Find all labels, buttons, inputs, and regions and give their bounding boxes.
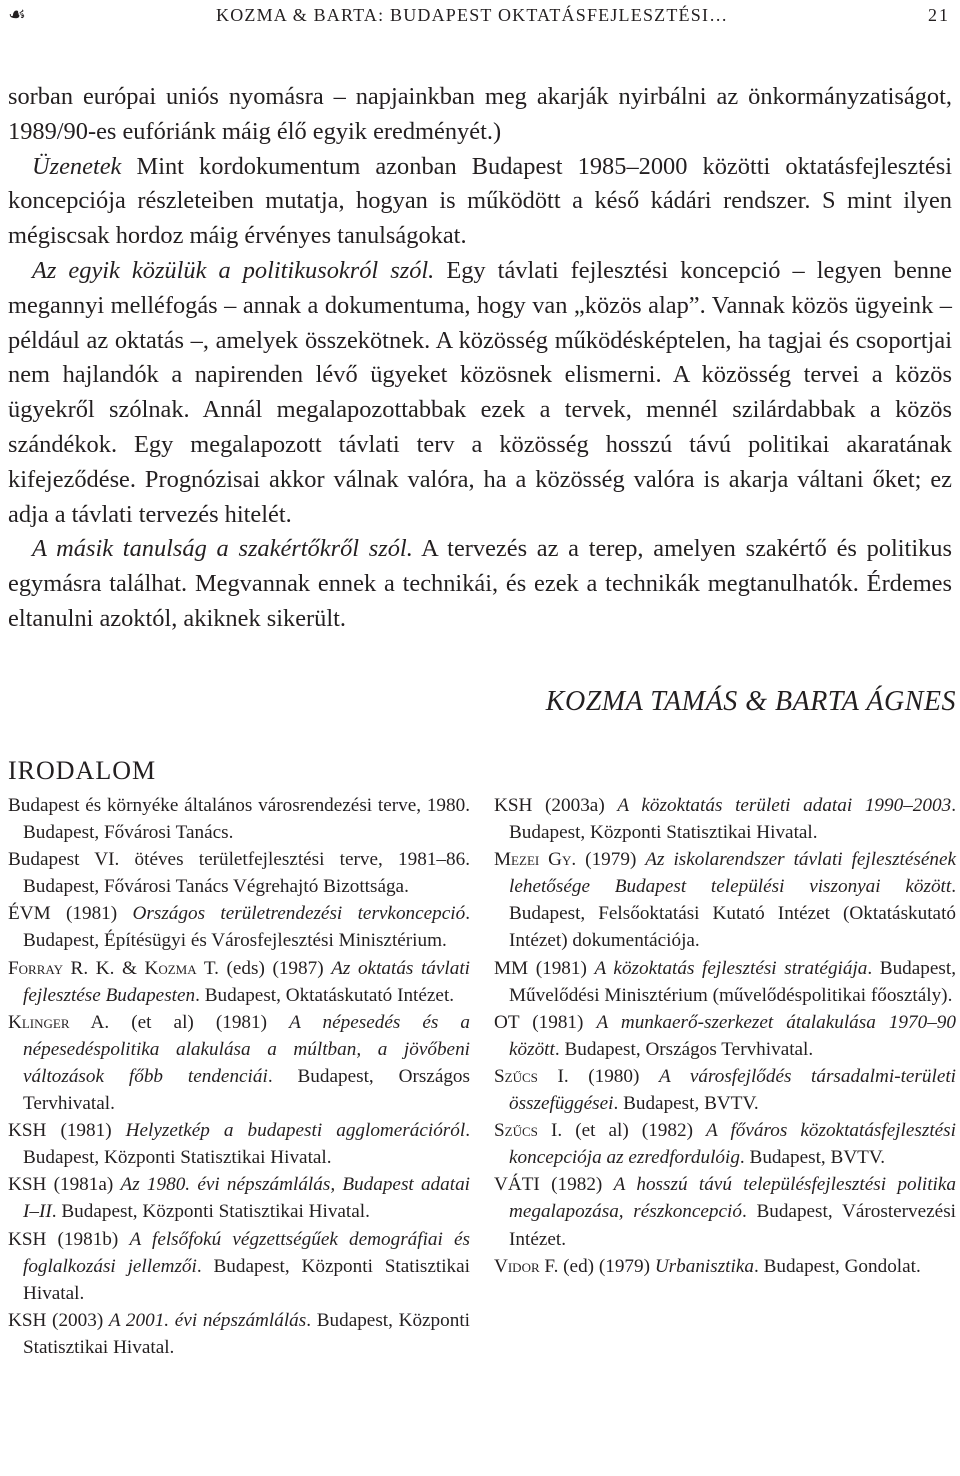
reference-item: Vidor F. (ed) (1979) Urbanisztika. Budapest, Gondolat. <box>494 1255 921 1277</box>
reference-item: ÉVM (1981) Országos területrendezési tervkoncepció. Budapest, Építésügyi és Városfejlesztési Minisztérium. <box>8 903 471 952</box>
paragraph-3: Az egyik közülük a politikusokról szól. Egy távlati fejlesztési koncepció – legyen benne megannyi melléfogás – annak a dokumentuma, hogy van „közös alap”. Vannak közös ügyeink – például az oktatás –, amelyek összekötnek. A közösség működésképtelen, ha tagjai és csoportjai nem hajlandók a napirenden lévő ügyeket közösnek elismerni. A közösség tervei a közös ügyekről szólnak. Annál megalapozottabbak ezek a tervek, mennél szilárdabbak a közös szándékok. Egy megalapozott távlati terv a közösség hosszú távú politikai akaratának kifejeződése. Prognózisai akkor válnak valóra, ha a közösség valóra is akarja váltani őket; ez adja a távlati tervezés hitelét. <box>8 256 953 528</box>
reference-item: KSH (1981) Helyzetkép a budapesti agglomerációról. Budapest, Központi Statisztikai Hivatal. <box>8 1120 470 1169</box>
reference-item: KSH (1981b) A felsőfokú végzettségűek demográfiai és foglalkozási jellemzői. Budapest, Központi Statisztikai Hivatal. <box>8 1228 470 1304</box>
body-text <box>8 80 952 637</box>
reference-item: VÁTI (1982) A hosszú távú településfejlesztési politika megalapozása, részkoncepció. Budapest, Várostervezési Intézet. <box>494 1174 957 1250</box>
page-number: 21 <box>928 5 950 25</box>
author-signature: KOZMA TAMÁS & BARTA ÁGNES <box>545 686 956 717</box>
reference-item: Mezei Gy. (1979) Az iskolarendszer távlati fejlesztésének lehetősége Budapest települési viszonyai között. Budapest, Felsőoktatási Kutató Intézet (Oktatáskutató Intézet) dokumentációja. <box>494 849 957 952</box>
running-header <box>8 0 952 36</box>
paragraph-2: Üzenetek Mint kordokumentum azonban Budapest 1985–2000 közötti oktatásfejlesztési koncepciója részleteiben mutatja, hogyan is működött a késő kádári rendszer. S mint ilyen mégiscsak hordoz máig érvényes tanulságokat. <box>8 152 952 250</box>
reference-item: KSH (2003a) A közoktatás területi adatai 1990–2003. Budapest, Központi Statisztikai Hivatal. <box>494 795 956 844</box>
paragraph-1: sorban európai uniós nyomásra – napjainkban meg akarják nyirbálni az önkormányzatiságot, 1989/90-es eufóriánk máig élő egyik eredményét.) <box>8 83 952 145</box>
reference-item: MM (1981) A közoktatás fejlesztési stratégiája. Budapest, Művelődési Minisztérium (művelődéspolitikai főosztály). <box>494 957 956 1006</box>
running-title: KOZMA & BARTA: BUDAPEST OKTATÁSFEJLESZTÉSI… <box>216 5 729 25</box>
reference-item: Klinger A. (et al) (1981) A népesedés és a népesedéspolitika alakulása a múltban, a jövőbeni változások főbb tendenciái. Budapest, Országos Tervhivatal. <box>8 1011 471 1115</box>
reference-item: Szűcs I. (1980) A városfejlődés társadalmi-területi összefüggései. Budapest, BVTV. <box>494 1065 957 1115</box>
references-right-column <box>494 792 956 1280</box>
paragraph-4: A másik tanulság a szakértőkről szól. A tervezés az a terep, amelyen szakértő és politikus egymásra találhat. Megvannak ennek a technikái, és ezek a technikák megtanulhatók. Érdemes eltanulni azoktól, akiknek sikerült. <box>8 535 952 632</box>
reference-item: KSH (2003) A 2001. évi népszámlálás. Budapest, Központi Statisztikai Hivatal. <box>8 1309 470 1358</box>
reference-item: KSH (1981a) Az 1980. évi népszámlálás, Budapest adatai I–II. Budapest, Központi Statisztikai Hivatal. <box>8 1174 471 1223</box>
fleuron-icon: ☙ <box>8 4 28 26</box>
reference-item: Budapest és környéke általános városrendezési terve, 1980. Budapest, Fővárosi Tanács. <box>8 795 470 844</box>
reference-item: Forray R. K. & Kozma T. (eds) (1987) Az oktatás távlati fejlesztése Budapesten. Budapest, Oktatáskutató Intézet. <box>8 957 470 1006</box>
references-left-column <box>8 792 470 1361</box>
reference-item: Budapest VI. ötéves területfejlesztési terve, 1981–86. Budapest, Fővárosi Tanács Végrehajtó Bizottsága. <box>8 849 470 898</box>
reference-item: OT (1981) A munkaerő-szerkezet átalakulása 1970–90 között. Budapest, Országos Tervhivatal. <box>494 1011 956 1060</box>
reference-item: Szűcs I. (et al) (1982) A főváros közoktatásfejlesztési koncepciója az ezredfordulóig. Budapest, BVTV. <box>494 1120 956 1169</box>
references-heading: IRODALOM <box>8 756 157 785</box>
